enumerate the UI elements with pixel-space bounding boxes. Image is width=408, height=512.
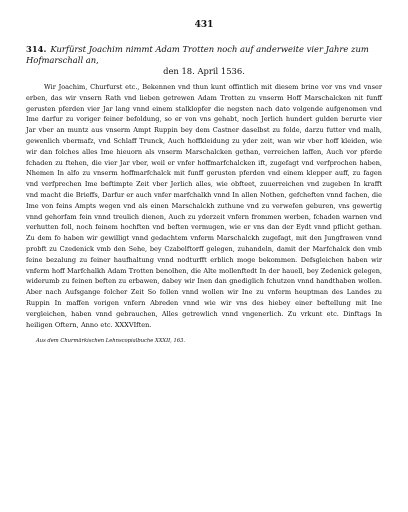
- entry-title: Kurfürst Joachim nimmt Adam Trotten noch auf anderweite vier Jahre zum Hofmarschall an,: [26, 44, 369, 65]
- document-body: Wir Joachim, Churfurst etc., Bekennen vnd thun kunt offintlich mit diesem brine vor vns vnd vnser erben, das wir vnsern Rath vnd lieben getrewen Adam Trotten zu vnserm Hoff Marschalcken nit funff gerusten pferden vier Jar lang vnnd einem stalklopfer die negsten nach dato volgende aufgenomen vnd Ime darfur zu voriger feiner befoldung, so er von vns gehabt, noch Jerlich hundert gulden berurte vier Jar vber an muntz aus vnserm Ampt Ruppin bey dem Castner daselbst zu folde, darzu futter vnd malh, gewenlich vbermafz, vnd Schlaff Trunck, Auch hoffkleidung zu yder zeit, wan wir vber hoff kleiden, wie wir dan folches alles Ime hieuorn als vnserm Marschalcken gethan, verreichen laffen, Auch vor pferde fchaden zu ftehen, die vier Jar vber, weil er vnfer hoffmarfchalcken ift, zugefagt vnd verfprochen haben, Nhemen In alfo zu vnserm hoffmarfchalck mit funff gerusten pferden vnd einem klepper auff, zu fagen vnd verfprechen Ime beftimpte Zeit vber Jerlich alles, wie obfteet, zuuerreichen vnd zugeben In krafft vnd macht die Brieffs, Darfur er auch vnfer marfchalkh vnnd In allen Nothen, gefcheften vnnd fachen, die Ime von feins Ampts wegen vnd als einen Marschalckh zuthune vnd zu verwefen geburen, vns gewertig vnnd gehorfam fein vnnd treulich dienen, Auch zu yderzeit vnfern frommen werben, fchaden warnen vnd verhutten foll, noch feinem hochften vnd beften vermugen, wie er vns dan der Eydt vnnd pflicht gethan. Zu dem fo haben wir gewilligt vnnd gedachtem vnferm Marschalckh zugefagt, mit den Jungfrawen vnnd probft zu Czedenick vmb den Sehe, bey Czabelftorff gelegen, zuhandeln, damit der Marfchalck den vmb feine bezalung zu feiner haufhaltung vnnd nodturfft erblich moge bekommen. Defsgleichen haben wir vnferm hoff Marfchalkh Adam Trotten benolhen, die Alte mollenftedt In der hauell, bey Zedenick gelegen, widerumb zu feinen beften zu erbawen, dabey wir Inen dan gnediglich fchutzen vnnd handthaben wollen. Aber nach Aufsgange folcher Zeit So follen vnnd wollen wir Ine zu vnferm heuptman des Landes zu Ruppin In maffen vorigen vnfern Abreden vnnd wie wir vns des hiebey einer beftellung mit Ine vergleichen, haben vnnd gebrauchen, Alles getrewlich vnnd vngenerlich. Zu vrkunt etc. Dinftags In heiligen Oftern, Anno etc. XXXVIften.: [26, 83, 382, 329]
- entry-date: den 18. April 1536.: [163, 66, 245, 76]
- source-footnote: Aus dem Churmärkischen Lehnscopialbuche XXXII, 163.: [36, 338, 186, 345]
- entry-number: 314.: [26, 44, 47, 54]
- page-number: 431: [194, 20, 214, 30]
- document-heading: [26, 44, 382, 77]
